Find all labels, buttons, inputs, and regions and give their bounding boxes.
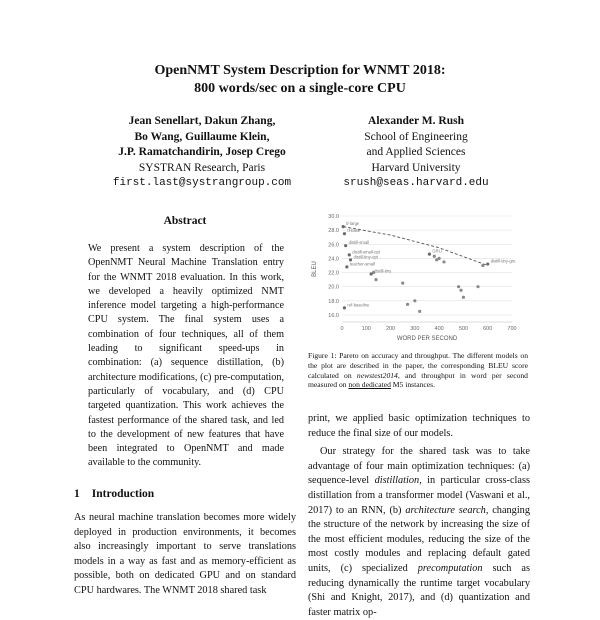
point-label: tf-large: [346, 221, 360, 227]
right-paragraph-2: [308, 445, 530, 620]
right-paragraph-1: print, we applied basic optimization techniques to reduce the final size of our models.: [308, 413, 530, 439]
data-point: [457, 285, 460, 288]
author-name-rush: Alexander M. Rush: [368, 115, 464, 127]
data-point: [462, 296, 465, 299]
data-point: [433, 255, 436, 258]
intro-text: As neural machine translation becomes more widely deployed in production environments, it becomes also increasingly important to serve translations models in a way as fast and as memory-efficient as possible, both on dedicated GPU and on standard CPU hardwares. The WNMT 2018 shared task: [74, 512, 296, 596]
section-heading-intro: [74, 488, 154, 500]
point-label: ref-baseline: [347, 302, 370, 308]
p2-d: architecture search: [405, 504, 486, 516]
p2-a: Our strategy for the shared task was to take advantage of four main optimization techniques: (a) sequence-level: [308, 446, 530, 487]
p2-g: such as reducing dynamically the runtime target vocabulary (Shi and Knight, 2017), and (d) quantization and faster matrix op-: [308, 562, 530, 618]
dept-line-2: and Applied Sciences: [366, 146, 466, 158]
author-line-2: Bo Wang, Guillaume Klein,: [134, 130, 270, 143]
title-line-1: OpenNMT System Description for WNMT 2018:: [154, 63, 446, 78]
data-point-labeled: [343, 232, 346, 235]
data-point-labeled: [343, 306, 346, 309]
y-tick-label: 26.0: [328, 242, 339, 249]
point-label: GRU: [432, 248, 442, 254]
abstract-body: [88, 242, 284, 471]
author-line-3: J.P. Ramatchandirin, Josep Crego: [118, 146, 286, 158]
caption-part-2: , and throughput in word per second measured on: [308, 370, 528, 390]
data-point-labeled: [370, 272, 373, 275]
right-column-body: [308, 412, 530, 620]
author-block-right: [326, 114, 506, 192]
y-tick-label: 28.0: [328, 228, 339, 235]
caption-part-3: M5 instances.: [390, 380, 435, 390]
data-point: [438, 257, 441, 260]
data-point: [413, 299, 416, 302]
data-point: [442, 260, 445, 263]
x-tick-label: 200: [385, 326, 396, 332]
y-tick-label: 20.0: [328, 284, 339, 291]
data-point: [401, 282, 404, 285]
p2-f: precomputation: [417, 562, 483, 574]
y-tick-label: 16.0: [328, 312, 339, 319]
caption-part-1: Figure 1: Pareto on accuracy and throughput. The different models on the plot are described in the paper, the corresponding BLEU score calculated on: [308, 351, 528, 380]
p2-b: distillation: [374, 475, 420, 487]
dept-line-1: School of Engineering: [364, 130, 468, 143]
paper-title: [0, 62, 600, 98]
data-point-labeled: [342, 225, 345, 228]
y-tick-label: 24.0: [328, 256, 339, 263]
data-point: [481, 264, 484, 267]
abstract-heading: Abstract: [163, 215, 207, 227]
data-point: [418, 310, 421, 313]
pareto-line: [343, 227, 488, 266]
data-point: [459, 289, 462, 292]
p2-c: , in particular cross-class distillation from a transformer model (Vaswani et al., 2017) to an RNN, (b): [308, 475, 530, 516]
x-tick-label: 0: [340, 326, 344, 332]
point-label: distill-tiny: [374, 268, 392, 274]
data-point-labeled: [428, 253, 431, 256]
title-line-2: 800 words/sec on a single-core CPU: [194, 81, 406, 96]
p2-e: , changing the structure of the network by increasing the size of the most efficient modules, reducing the size of the most costly modules and replacing default gated units, (c) specialized: [308, 504, 530, 574]
figure-1-chart: [306, 206, 528, 348]
section-title: Introduction: [91, 488, 155, 500]
caption-italic: newstest2014: [356, 370, 398, 380]
section-number: 1: [74, 488, 80, 500]
x-tick-label: 400: [434, 326, 444, 332]
abstract-text: We present a system description of the OpenNMT Neural Machine Translation entry for the WNMT 2018 evaluation. In this work, we developed a heavily optimized NMT inference model targeting a high-performance CPU system. The final system uses a combination of four techniques, all of them leading to significant speed-ups in combination: (a) sequence distillation, (b) architecture modifications, (c) pre-computation, particularly of vocabulary, and (d) CPU targeted quantization. This work achieves the fastest performance of the shared task, and led to the development of new features that have been integrated to OpenNMT and made available to the community.: [88, 243, 284, 469]
point-label: distill-small-opt: [352, 249, 380, 255]
y-axis-label: BLEU: [312, 261, 318, 277]
data-point: [476, 285, 479, 288]
y-tick-label: 18.0: [328, 298, 339, 305]
data-point-labeled: [486, 262, 489, 265]
x-tick-label: 500: [458, 326, 469, 332]
figure-caption: [308, 351, 528, 390]
x-tick-label: 600: [483, 326, 493, 332]
point-label: tf-base: [347, 228, 361, 234]
data-point-labeled: [348, 253, 351, 256]
data-point: [374, 278, 377, 281]
y-tick-label: 22.0: [328, 270, 339, 277]
data-point: [406, 303, 409, 306]
y-tick-label: 30.0: [328, 214, 339, 220]
university: Harvard University: [371, 161, 461, 174]
data-point-labeled: [345, 265, 348, 268]
email-right: srush@seas.harvard.edu: [343, 177, 489, 189]
point-label: distill-small: [348, 240, 370, 246]
scatter-plot: [306, 206, 528, 348]
point-label: teacher-small: [349, 261, 375, 267]
email-left: first.last@systrangroup.com: [112, 177, 292, 189]
intro-body: [74, 511, 296, 599]
point-label: distill-tiny-gru: [490, 258, 516, 264]
author-block-left: [92, 114, 312, 192]
affiliation: SYSTRAN Research, Paris: [138, 161, 266, 174]
point-label: distill-tiny-opt: [353, 254, 378, 260]
x-tick-label: 700: [507, 326, 517, 332]
x-tick-label: 300: [410, 326, 420, 332]
x-tick-label: 100: [361, 326, 371, 332]
caption-underline: non dedicated: [348, 380, 391, 390]
data-point-labeled: [344, 244, 347, 247]
x-axis-label: WORD PER SECOND: [396, 336, 458, 342]
author-line-1: Jean Senellart, Dakun Zhang,: [128, 115, 276, 127]
